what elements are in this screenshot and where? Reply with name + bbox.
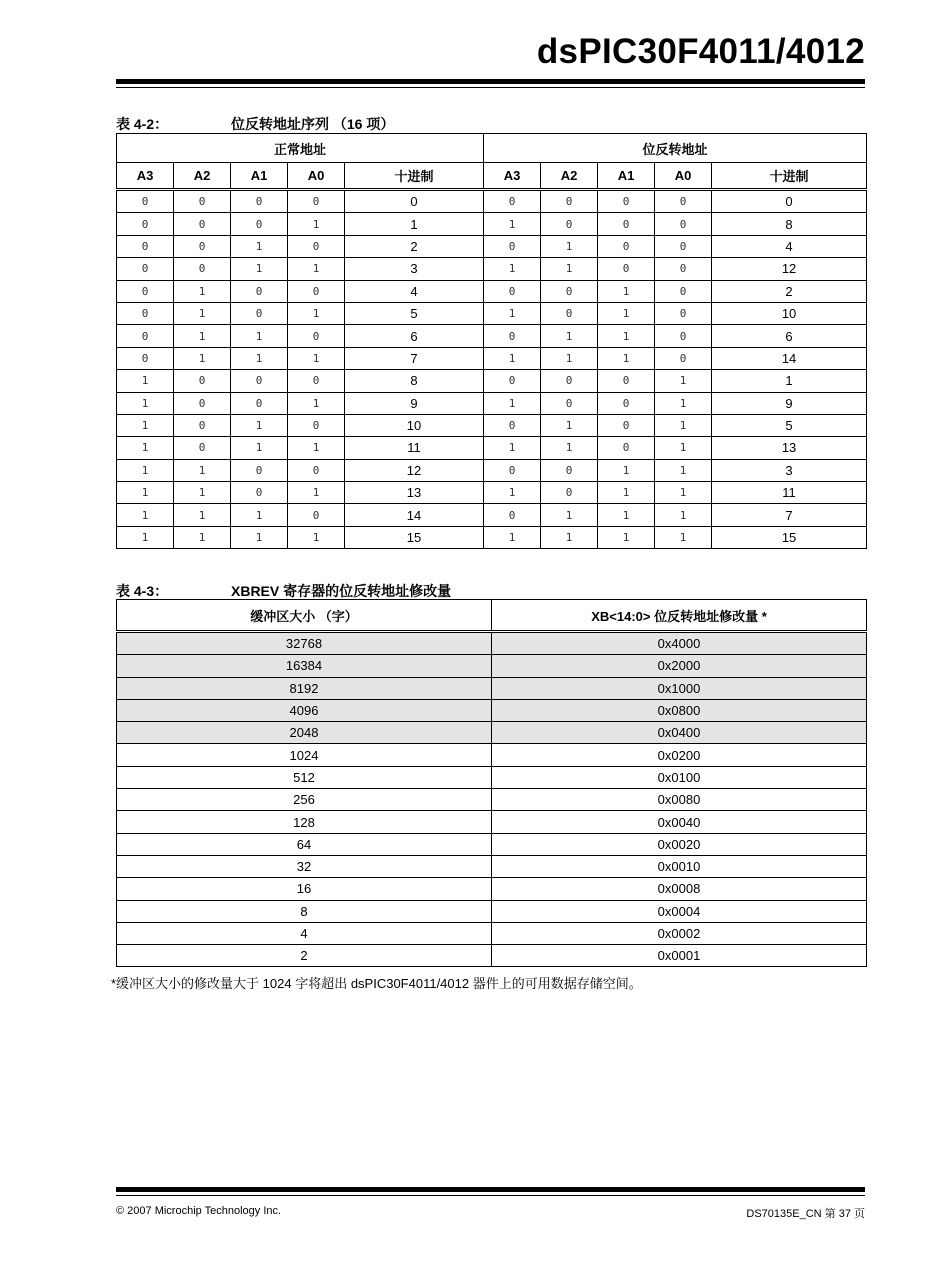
column-header-reversed-3: A0 bbox=[655, 163, 712, 190]
bit-cell: 0 bbox=[231, 280, 288, 302]
bit-cell: 1 bbox=[117, 392, 174, 414]
bit-cell: 1 bbox=[231, 504, 288, 526]
bit-cell: 1 bbox=[484, 213, 541, 235]
decimal-cell: 3 bbox=[712, 459, 867, 481]
bit-cell: 1 bbox=[117, 437, 174, 459]
bit-cell: 1 bbox=[655, 504, 712, 526]
bit-cell: 0 bbox=[541, 302, 598, 324]
table-4-2-label: 表 4-2： bbox=[116, 116, 169, 132]
decimal-cell: 11 bbox=[345, 437, 484, 459]
decimal-cell: 10 bbox=[712, 302, 867, 324]
decimal-cell: 7 bbox=[712, 504, 867, 526]
bit-cell: 1 bbox=[174, 347, 231, 369]
decimal-cell: 15 bbox=[345, 526, 484, 548]
bit-cell: 1 bbox=[117, 482, 174, 504]
table-row bbox=[117, 526, 867, 548]
bit-cell: 0 bbox=[541, 190, 598, 213]
table-row bbox=[117, 855, 867, 877]
bit-cell: 0 bbox=[231, 190, 288, 213]
document-page-id: DS70135E_CN 第 37 页 bbox=[746, 1208, 865, 1220]
bit-cell: 1 bbox=[288, 392, 345, 414]
bit-cell: 1 bbox=[598, 280, 655, 302]
table-row bbox=[117, 632, 867, 655]
decimal-cell: 14 bbox=[345, 504, 484, 526]
table-row bbox=[117, 878, 867, 900]
column-header-normal-3: A0 bbox=[288, 163, 345, 190]
column-header-normal-1: A2 bbox=[174, 163, 231, 190]
bit-cell: 1 bbox=[541, 504, 598, 526]
bit-cell: 1 bbox=[117, 370, 174, 392]
buffer-size-cell: 8192 bbox=[117, 677, 492, 699]
buffer-size-cell: 4096 bbox=[117, 699, 492, 721]
bit-cell: 1 bbox=[174, 302, 231, 324]
modifier-value-cell: 0x0020 bbox=[492, 833, 867, 855]
bit-cell: 0 bbox=[484, 370, 541, 392]
bit-cell: 0 bbox=[117, 213, 174, 235]
buffer-size-cell: 16384 bbox=[117, 655, 492, 677]
bit-cell: 0 bbox=[117, 258, 174, 280]
bit-cell: 0 bbox=[288, 459, 345, 481]
table-row bbox=[117, 370, 867, 392]
bit-cell: 1 bbox=[598, 482, 655, 504]
reversed-address-group-header: 位反转地址 bbox=[484, 134, 867, 163]
bit-cell: 0 bbox=[598, 370, 655, 392]
footer-rule-thick bbox=[116, 1187, 865, 1192]
table-4-2-title: 位反转地址序列 （16 项） bbox=[231, 116, 395, 132]
bit-cell: 1 bbox=[541, 526, 598, 548]
bit-cell: 0 bbox=[117, 190, 174, 213]
bit-cell: 0 bbox=[231, 370, 288, 392]
bit-cell: 1 bbox=[541, 235, 598, 257]
decimal-cell: 5 bbox=[712, 414, 867, 436]
column-header-reversed-0: A3 bbox=[484, 163, 541, 190]
bit-cell: 0 bbox=[655, 258, 712, 280]
decimal-cell: 13 bbox=[712, 437, 867, 459]
footer-rule-thin bbox=[116, 1195, 865, 1196]
column-header-reversed-2: A1 bbox=[598, 163, 655, 190]
table-row bbox=[117, 722, 867, 744]
bit-cell: 1 bbox=[288, 526, 345, 548]
bit-cell: 0 bbox=[655, 325, 712, 347]
buffer-size-cell: 32768 bbox=[117, 632, 492, 655]
table-row bbox=[117, 945, 867, 967]
table-4-3-footnote: *缓冲区大小的修改量大于 1024 字将超出 dsPIC30F4011/4012 器件上的可用数据存储空间。 bbox=[111, 976, 642, 991]
header-rule-thin bbox=[116, 87, 865, 88]
bit-cell: 1 bbox=[174, 325, 231, 347]
bit-cell: 1 bbox=[541, 325, 598, 347]
bit-cell: 1 bbox=[117, 459, 174, 481]
buffer-size-header: 缓冲区大小 （字） bbox=[117, 600, 492, 632]
bit-cell: 0 bbox=[541, 482, 598, 504]
bit-cell: 0 bbox=[231, 392, 288, 414]
bit-cell: 0 bbox=[288, 370, 345, 392]
bit-cell: 1 bbox=[174, 504, 231, 526]
bit-cell: 1 bbox=[231, 258, 288, 280]
bit-cell: 1 bbox=[288, 302, 345, 324]
column-header-reversed-4: 十进制 bbox=[712, 163, 867, 190]
bit-cell: 0 bbox=[174, 213, 231, 235]
decimal-cell: 1 bbox=[712, 370, 867, 392]
bit-cell: 0 bbox=[655, 280, 712, 302]
bit-cell: 0 bbox=[484, 459, 541, 481]
buffer-size-cell: 512 bbox=[117, 766, 492, 788]
bit-cell: 0 bbox=[288, 235, 345, 257]
bit-cell: 1 bbox=[288, 437, 345, 459]
bit-cell: 1 bbox=[484, 482, 541, 504]
bit-cell: 1 bbox=[288, 213, 345, 235]
table-row bbox=[117, 347, 867, 369]
bit-cell: 1 bbox=[484, 437, 541, 459]
bit-cell: 0 bbox=[598, 258, 655, 280]
bit-cell: 0 bbox=[231, 459, 288, 481]
bit-cell: 0 bbox=[117, 325, 174, 347]
bit-cell: 1 bbox=[598, 526, 655, 548]
modifier-value-cell: 0x0200 bbox=[492, 744, 867, 766]
modifier-value-cell: 0x0002 bbox=[492, 922, 867, 944]
modifier-value-cell: 0x0008 bbox=[492, 878, 867, 900]
bit-cell: 0 bbox=[598, 190, 655, 213]
table-row bbox=[117, 900, 867, 922]
bit-cell: 1 bbox=[484, 392, 541, 414]
modifier-value-cell: 0x2000 bbox=[492, 655, 867, 677]
bit-cell: 1 bbox=[231, 437, 288, 459]
bit-cell: 1 bbox=[288, 258, 345, 280]
normal-address-group-header: 正常地址 bbox=[117, 134, 484, 163]
bit-cell: 0 bbox=[655, 190, 712, 213]
decimal-cell: 13 bbox=[345, 482, 484, 504]
bit-cell: 0 bbox=[541, 392, 598, 414]
bit-cell: 1 bbox=[484, 347, 541, 369]
modifier-value-cell: 0x0400 bbox=[492, 722, 867, 744]
table-row bbox=[117, 437, 867, 459]
table-row bbox=[117, 833, 867, 855]
decimal-cell: 2 bbox=[345, 235, 484, 257]
buffer-size-cell: 2048 bbox=[117, 722, 492, 744]
copyright-text: © 2007 Microchip Technology Inc. bbox=[116, 1205, 282, 1217]
bit-cell: 0 bbox=[655, 235, 712, 257]
decimal-cell: 11 bbox=[712, 482, 867, 504]
table-row bbox=[117, 482, 867, 504]
bit-cell: 0 bbox=[541, 213, 598, 235]
table-row bbox=[117, 190, 867, 213]
bit-cell: 1 bbox=[598, 459, 655, 481]
modifier-value-cell: 0x4000 bbox=[492, 632, 867, 655]
table-row bbox=[117, 280, 867, 302]
table-row bbox=[117, 766, 867, 788]
bit-cell: 0 bbox=[231, 302, 288, 324]
bit-cell: 0 bbox=[655, 213, 712, 235]
bit-cell: 0 bbox=[117, 235, 174, 257]
bit-cell: 1 bbox=[655, 482, 712, 504]
modifier-value-cell: 0x0004 bbox=[492, 900, 867, 922]
modifier-value-cell: 0x0010 bbox=[492, 855, 867, 877]
bit-cell: 0 bbox=[484, 190, 541, 213]
bit-cell: 1 bbox=[541, 347, 598, 369]
bit-cell: 1 bbox=[174, 482, 231, 504]
decimal-cell: 10 bbox=[345, 414, 484, 436]
table-4-2-caption bbox=[116, 114, 394, 134]
buffer-size-cell: 8 bbox=[117, 900, 492, 922]
decimal-cell: 14 bbox=[712, 347, 867, 369]
bit-cell: 0 bbox=[288, 190, 345, 213]
bit-cell: 1 bbox=[231, 347, 288, 369]
bit-cell: 0 bbox=[484, 414, 541, 436]
table-row bbox=[117, 677, 867, 699]
document-title: dsPIC30F4011/4012 bbox=[536, 32, 865, 71]
bit-cell: 0 bbox=[174, 392, 231, 414]
bit-cell: 0 bbox=[655, 302, 712, 324]
bit-cell: 0 bbox=[174, 437, 231, 459]
bit-cell: 0 bbox=[598, 213, 655, 235]
table-row bbox=[117, 459, 867, 481]
table-row bbox=[117, 744, 867, 766]
table-row bbox=[117, 811, 867, 833]
bit-cell: 0 bbox=[231, 482, 288, 504]
bit-cell: 0 bbox=[174, 235, 231, 257]
bit-cell: 0 bbox=[174, 370, 231, 392]
decimal-cell: 0 bbox=[345, 190, 484, 213]
buffer-size-cell: 32 bbox=[117, 855, 492, 877]
modifier-value-cell: 0x0080 bbox=[492, 789, 867, 811]
table-row bbox=[117, 504, 867, 526]
modifier-value-cell: 0x0001 bbox=[492, 945, 867, 967]
bit-cell: 0 bbox=[174, 190, 231, 213]
bit-cell: 0 bbox=[541, 459, 598, 481]
table-row bbox=[117, 655, 867, 677]
bit-cell: 0 bbox=[484, 504, 541, 526]
bit-cell: 1 bbox=[174, 459, 231, 481]
bit-cell: 0 bbox=[598, 414, 655, 436]
bit-cell: 1 bbox=[231, 235, 288, 257]
bit-cell: 1 bbox=[117, 526, 174, 548]
bit-cell: 1 bbox=[655, 392, 712, 414]
xb-modifier-header: XB<14:0> 位反转地址修改量 * bbox=[492, 600, 867, 632]
table-row bbox=[117, 302, 867, 324]
decimal-cell: 6 bbox=[712, 325, 867, 347]
bit-cell: 1 bbox=[541, 437, 598, 459]
bit-cell: 0 bbox=[174, 414, 231, 436]
table-row bbox=[117, 922, 867, 944]
decimal-cell: 2 bbox=[712, 280, 867, 302]
buffer-size-cell: 1024 bbox=[117, 744, 492, 766]
column-header-normal-2: A1 bbox=[231, 163, 288, 190]
modifier-value-cell: 0x1000 bbox=[492, 677, 867, 699]
decimal-cell: 0 bbox=[712, 190, 867, 213]
buffer-size-cell: 4 bbox=[117, 922, 492, 944]
table-row bbox=[117, 392, 867, 414]
bit-cell: 1 bbox=[484, 302, 541, 324]
bit-cell: 0 bbox=[655, 347, 712, 369]
column-header-normal-4: 十进制 bbox=[345, 163, 484, 190]
table-4-3-title: XBREV 寄存器的位反转地址修改量 bbox=[231, 583, 452, 599]
bit-cell: 1 bbox=[655, 370, 712, 392]
buffer-size-cell: 2 bbox=[117, 945, 492, 967]
buffer-size-cell: 64 bbox=[117, 833, 492, 855]
bit-cell: 0 bbox=[598, 392, 655, 414]
decimal-cell: 4 bbox=[712, 235, 867, 257]
column-header-normal-0: A3 bbox=[117, 163, 174, 190]
bit-cell: 0 bbox=[484, 280, 541, 302]
decimal-cell: 5 bbox=[345, 302, 484, 324]
bit-cell: 0 bbox=[541, 370, 598, 392]
bit-cell: 1 bbox=[541, 414, 598, 436]
bit-cell: 0 bbox=[541, 280, 598, 302]
decimal-cell: 8 bbox=[712, 213, 867, 235]
table-row bbox=[117, 414, 867, 436]
decimal-cell: 15 bbox=[712, 526, 867, 548]
decimal-cell: 12 bbox=[712, 258, 867, 280]
bit-cell: 0 bbox=[484, 325, 541, 347]
bit-cell: 1 bbox=[288, 482, 345, 504]
decimal-cell: 12 bbox=[345, 459, 484, 481]
bit-cell: 1 bbox=[288, 347, 345, 369]
bit-cell: 0 bbox=[117, 302, 174, 324]
bit-cell: 0 bbox=[288, 504, 345, 526]
buffer-size-cell: 16 bbox=[117, 878, 492, 900]
table-row bbox=[117, 258, 867, 280]
bit-cell: 1 bbox=[655, 437, 712, 459]
bit-cell: 0 bbox=[117, 280, 174, 302]
decimal-cell: 1 bbox=[345, 213, 484, 235]
bit-cell: 1 bbox=[541, 258, 598, 280]
decimal-cell: 3 bbox=[345, 258, 484, 280]
bit-cell: 1 bbox=[117, 504, 174, 526]
xbrev-modifier-table bbox=[116, 599, 867, 967]
decimal-cell: 9 bbox=[712, 392, 867, 414]
table-4-3-label: 表 4-3： bbox=[116, 583, 169, 599]
bit-cell: 1 bbox=[231, 325, 288, 347]
bit-reversed-sequence-table bbox=[116, 133, 867, 549]
bit-cell: 0 bbox=[288, 280, 345, 302]
decimal-cell: 6 bbox=[345, 325, 484, 347]
bit-cell: 1 bbox=[231, 526, 288, 548]
table-row bbox=[117, 699, 867, 721]
bit-cell: 1 bbox=[655, 414, 712, 436]
bit-cell: 1 bbox=[117, 414, 174, 436]
header-rule-thick bbox=[116, 79, 865, 84]
bit-cell: 1 bbox=[598, 504, 655, 526]
modifier-value-cell: 0x0040 bbox=[492, 811, 867, 833]
bit-cell: 1 bbox=[598, 302, 655, 324]
table-row bbox=[117, 789, 867, 811]
bit-cell: 1 bbox=[484, 258, 541, 280]
bit-cell: 1 bbox=[231, 414, 288, 436]
bit-cell: 1 bbox=[655, 459, 712, 481]
modifier-value-cell: 0x0100 bbox=[492, 766, 867, 788]
bit-cell: 0 bbox=[288, 325, 345, 347]
bit-cell: 0 bbox=[288, 414, 345, 436]
bit-cell: 1 bbox=[598, 347, 655, 369]
column-header-reversed-1: A2 bbox=[541, 163, 598, 190]
bit-cell: 1 bbox=[655, 526, 712, 548]
bit-cell: 0 bbox=[598, 235, 655, 257]
decimal-cell: 4 bbox=[345, 280, 484, 302]
decimal-cell: 9 bbox=[345, 392, 484, 414]
bit-cell: 0 bbox=[484, 235, 541, 257]
modifier-value-cell: 0x0800 bbox=[492, 699, 867, 721]
bit-cell: 0 bbox=[174, 258, 231, 280]
table-row bbox=[117, 325, 867, 347]
bit-cell: 0 bbox=[598, 437, 655, 459]
buffer-size-cell: 128 bbox=[117, 811, 492, 833]
table-row bbox=[117, 235, 867, 257]
decimal-cell: 8 bbox=[345, 370, 484, 392]
bit-cell: 1 bbox=[598, 325, 655, 347]
table-4-3-caption bbox=[116, 581, 451, 601]
bit-cell: 1 bbox=[174, 526, 231, 548]
bit-cell: 0 bbox=[231, 213, 288, 235]
bit-cell: 1 bbox=[174, 280, 231, 302]
bit-cell: 1 bbox=[484, 526, 541, 548]
table-row bbox=[117, 213, 867, 235]
decimal-cell: 7 bbox=[345, 347, 484, 369]
bit-cell: 0 bbox=[117, 347, 174, 369]
buffer-size-cell: 256 bbox=[117, 789, 492, 811]
